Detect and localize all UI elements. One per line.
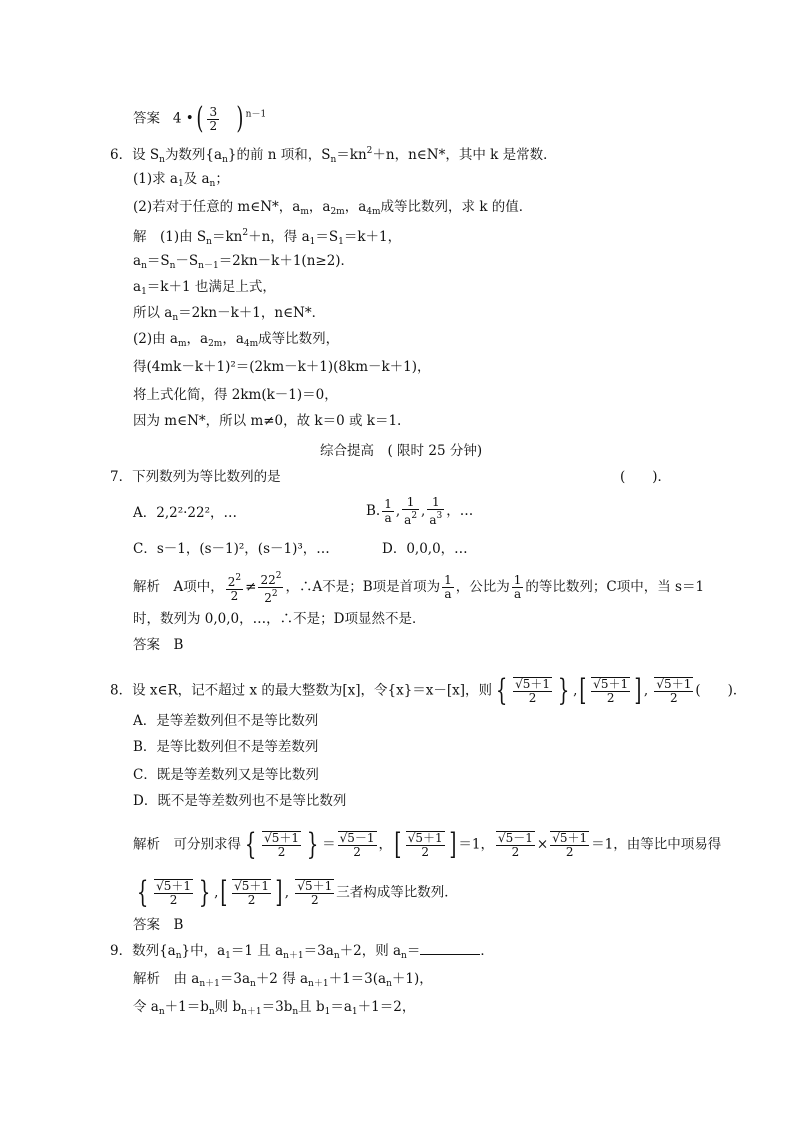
- math-token: 解析 可分别求得: [133, 836, 241, 853]
- math-token: 成等比数列，求 k 的值．: [380, 199, 533, 215]
- math-token: ＋n，n∈N*，其中 k 是常数．: [372, 147, 557, 163]
- answer-base: 4 •: [172, 110, 194, 127]
- math-token: [442, 574, 454, 601]
- math-token: ，…: [446, 503, 474, 519]
- math-token: ( )．: [695, 682, 747, 699]
- math-token: ＝kn: [336, 147, 367, 163]
- q8-option-a: A．是等差数列但不是等比数列: [133, 713, 319, 729]
- q6-sol6: 得(4mk－k＋1)²＝(2km－k＋1)(8km－k＋1)，: [133, 359, 431, 375]
- q6-sol5: [133, 330, 339, 353]
- math-token: [550, 831, 589, 859]
- math-token: 6．设 S: [110, 147, 160, 163]
- math-token: √5＋1: [264, 831, 300, 845]
- math-token: 4m: [243, 339, 259, 349]
- math-token: ＝: [406, 943, 421, 959]
- math-token: ，a: [344, 199, 367, 215]
- math-token: a: [514, 587, 522, 601]
- math-token: n: [386, 979, 392, 989]
- math-token: 2: [271, 589, 278, 599]
- math-token: 令 a: [133, 999, 159, 1015]
- math-token: [513, 677, 552, 705]
- math-token: a: [133, 279, 142, 295]
- math-token: ，a: [222, 331, 244, 347]
- math-token: √5＋1: [593, 677, 629, 691]
- math-token: √5－1: [497, 831, 533, 845]
- q7-option-c: C．s－1，(s－1)²，(s－1)³，…: [133, 541, 330, 557]
- math-token: (2)由 a: [133, 331, 178, 347]
- math-token: ＝: [322, 836, 336, 853]
- math-token: n: [158, 1007, 165, 1017]
- math-token: 1: [427, 496, 444, 510]
- q8-option-c: C．既是等差数列又是等比数列: [133, 767, 319, 783]
- math-token: ≠: [245, 579, 257, 595]
- math-token: 2: [275, 571, 282, 581]
- q8-stem: 8．设 x∈R，记不超过 x 的最大整数为[x]，令{x}＝x－[x]，则 { $\frac{√5+1}{2}$ } ,[ $\frac{√5+1}{2}$ ] , $\frac{√5+1}{2}$ ( )．: [110, 673, 747, 708]
- math-token: ，∴A不是；B项是首项为: [285, 579, 441, 595]
- math-token: n: [330, 155, 337, 165]
- math-token: [402, 496, 419, 527]
- math-token: n: [292, 1007, 299, 1017]
- math-token: ＋n，得 a: [248, 229, 310, 245]
- math-token: 2m: [208, 339, 223, 349]
- math-token: n＋1: [241, 1007, 262, 1017]
- math-token: ＝1，: [458, 836, 494, 853]
- math-token: n＋1: [283, 951, 304, 961]
- math-token: 8．设 x∈R，记不超过 x 的最大整数为[x]，令{x}＝x－[x]，则: [110, 682, 493, 699]
- math-token: 2: [421, 845, 430, 859]
- math-token: $22^2$: [260, 571, 282, 587]
- math-token: }: [198, 875, 211, 910]
- math-token: [295, 879, 334, 907]
- math-token: ，a: [308, 199, 331, 215]
- math-token: }: [306, 827, 319, 862]
- math-token: ＝2kn－k＋1，n∈N*．: [178, 305, 326, 321]
- math-token: n: [175, 951, 182, 961]
- math-token: 1: [141, 287, 147, 297]
- math-token: ＋2 得 a: [255, 971, 309, 987]
- math-token: {: [495, 673, 508, 708]
- math-token: 2: [353, 845, 361, 859]
- math-token: 1: [225, 951, 231, 961]
- math-token: 1: [309, 237, 316, 247]
- math-token: 1: [351, 1007, 358, 1017]
- math-token: [338, 831, 377, 859]
- q7-paren: ( )．: [620, 469, 672, 485]
- q8-analysis1: [133, 827, 722, 862]
- math-token: ＝kn: [211, 229, 243, 245]
- math-token: [258, 570, 283, 605]
- math-token: ；: [215, 171, 229, 187]
- q7-option-a: A．2,2²·22²，…: [133, 505, 238, 521]
- math-token: $2^2$: [227, 573, 242, 589]
- q8-option-d: D．既不是等差数列也不是等比数列: [133, 793, 347, 809]
- math-token: 2: [511, 845, 520, 859]
- math-token: n: [141, 261, 147, 271]
- q6-sol8: 因为 m∈N*，所以 m≠0，故 k＝0 或 k＝1.: [133, 413, 402, 429]
- math-token: [: [579, 673, 587, 708]
- q6-sol2: [133, 252, 354, 275]
- math-token: ＝k＋1 也满足上式，: [146, 279, 276, 295]
- math-token: a: [444, 587, 452, 601]
- q9-analysis1: [133, 970, 433, 993]
- math-token: n: [172, 313, 179, 323]
- math-token: －S: [175, 253, 199, 269]
- math-token: ＋1＝b: [164, 999, 209, 1015]
- math-token: 9．数列{a: [110, 943, 176, 959]
- math-token: ＝k＋1，: [343, 229, 402, 245]
- math-token: [232, 879, 271, 907]
- math-token: 的等比数列；C项中，当 s＝1: [525, 579, 705, 595]
- math-token: ]: [634, 673, 642, 708]
- math-token: 1: [177, 179, 184, 189]
- math-token: $2^2$: [264, 589, 278, 605]
- math-token: 2: [366, 146, 373, 156]
- q7-analysis1: [133, 570, 704, 605]
- fraction: [207, 106, 219, 133]
- math-token: n: [208, 1007, 215, 1017]
- math-token: n: [401, 951, 407, 961]
- q6-stem: [110, 142, 557, 169]
- math-token: 2: [528, 691, 537, 705]
- math-token: 2: [411, 511, 418, 521]
- math-token: 及 a: [183, 171, 210, 187]
- math-token: 2: [247, 893, 256, 907]
- math-token: n: [222, 155, 228, 165]
- answer-blank[interactable]: [420, 942, 480, 955]
- math-token: [512, 574, 524, 601]
- math-token: 则 b: [214, 999, 242, 1015]
- q7-answer: 答案 B: [133, 637, 184, 653]
- math-token: 三者构成等比数列．: [336, 884, 458, 901]
- math-token: 2: [169, 893, 178, 907]
- math-token: ＝a: [330, 999, 352, 1015]
- math-token: 解 (1)由 S: [133, 229, 207, 245]
- math-token: (2)若对于任意的 m∈N*，a: [133, 199, 301, 215]
- math-token: 2: [242, 228, 249, 238]
- math-token: ，公比为: [455, 579, 510, 595]
- math-token: ，: [378, 836, 393, 853]
- math-token: [591, 677, 630, 705]
- math-token: ＝3a: [303, 943, 334, 959]
- math-token: 所以 a: [133, 305, 173, 321]
- q9-analysis2: [133, 998, 415, 1021]
- math-token: ＋1＝2，: [357, 999, 416, 1015]
- math-token: a: [384, 511, 392, 525]
- math-token: ]: [449, 827, 457, 862]
- right-paren: ): [236, 101, 244, 136]
- math-token: n: [159, 155, 165, 165]
- math-token: n: [333, 951, 340, 961]
- math-token: √5＋1: [297, 879, 333, 893]
- q6-sol3: [133, 278, 276, 301]
- math-token: n－1: [198, 261, 219, 271]
- math-token: ＝3a: [219, 971, 251, 987]
- math-token: n＋1: [199, 979, 220, 989]
- q6-part1: [133, 170, 229, 193]
- math-token: [: [394, 827, 402, 862]
- math-token: √5－1: [339, 831, 375, 845]
- math-token: n: [209, 179, 216, 189]
- math-token: 1: [513, 573, 522, 587]
- math-token: B.: [366, 503, 381, 519]
- math-token: ＝S: [146, 253, 170, 269]
- math-token: [226, 572, 243, 603]
- math-token: ．: [480, 943, 494, 959]
- q7-analysis2: 时，数列为 0,0,0，…，∴不是；D项显然不是．: [133, 611, 426, 627]
- math-token: [: [220, 875, 228, 910]
- math-token: √5＋1: [156, 879, 192, 893]
- math-token: ，a: [186, 331, 209, 347]
- q7-stem: 7．下列数列为等比数列的是: [110, 469, 281, 485]
- math-token: 2: [311, 893, 319, 907]
- q6-sol7: 将上式化简，得 2km(k－1)＝0，: [133, 387, 338, 403]
- math-token: [406, 831, 445, 859]
- math-token: 2: [235, 573, 242, 583]
- math-token: 4m: [366, 207, 381, 217]
- math-token: n: [206, 237, 212, 247]
- math-token: [154, 879, 193, 907]
- math-token: 1: [384, 497, 392, 511]
- math-token: ＋2，则 a: [339, 943, 402, 959]
- math-token: 解析 A项中，: [133, 579, 224, 595]
- math-token: (1)求 a: [133, 171, 178, 187]
- left-paren: (: [196, 101, 204, 136]
- math-token: 且 b: [298, 999, 325, 1015]
- math-token: ＋1＝3(a: [328, 971, 387, 987]
- math-token: 1: [338, 237, 344, 247]
- math-token: }的前 n 项和，S: [227, 147, 331, 163]
- math-token: 3: [436, 511, 443, 521]
- math-token: ＋1)，: [391, 971, 433, 987]
- math-token: a: [133, 253, 142, 269]
- math-token: ×: [536, 836, 549, 853]
- math-token: }: [557, 673, 570, 708]
- math-token: 成等比数列，: [258, 331, 340, 347]
- q8-option-b: B．是等比数列但不是等差数列: [133, 739, 319, 755]
- math-token: m: [177, 339, 187, 349]
- math-token: n: [250, 979, 256, 989]
- q8-analysis2: { $\frac{√5+1}{2}$ } ,[ $\frac{√5+1}{2}$ ] , $\frac{√5+1}{2}$ 三者构成等比数列．: [136, 875, 458, 910]
- math-token: [382, 498, 394, 525]
- math-token: 2: [277, 845, 286, 859]
- math-token: √5＋1: [407, 831, 443, 845]
- math-token: [262, 831, 301, 859]
- q8-answer: 答案 B: [133, 917, 184, 933]
- math-token: [496, 831, 535, 859]
- q6-part2: [133, 198, 532, 221]
- math-token: 2: [230, 589, 239, 603]
- math-token: $a^3$: [429, 511, 443, 527]
- math-token: ＝2kn－k＋1(n≥2)．: [218, 253, 355, 269]
- q6-sol1: [133, 224, 401, 251]
- answer-label: 答案: [133, 110, 160, 127]
- math-token: $a^2$: [404, 511, 418, 527]
- q9-stem: [110, 942, 494, 965]
- math-token: √5＋1: [656, 677, 692, 691]
- math-token: √5＋1: [234, 879, 270, 893]
- math-token: 1: [444, 573, 452, 587]
- math-token: 2: [606, 691, 615, 705]
- math-token: n＋1: [308, 979, 329, 989]
- math-token: √5＋1: [552, 831, 588, 845]
- math-token: n: [169, 261, 176, 271]
- math-token: ＝1，由等比中项易得: [591, 836, 722, 853]
- math-token: {: [244, 827, 257, 862]
- math-token: √5＋1: [515, 677, 551, 691]
- exponent: n－1: [245, 109, 267, 120]
- math-token: 2m: [330, 207, 345, 217]
- math-token: 1: [324, 1007, 331, 1017]
- q7-option-d: D．0,0,0，…: [382, 541, 468, 557]
- denominator: 2: [209, 118, 218, 133]
- math-token: 2: [565, 845, 574, 859]
- math-token: 1: [402, 496, 419, 510]
- math-token: ]: [275, 875, 283, 910]
- section-title: 综合提高 ( 限时 25 分钟): [320, 443, 483, 459]
- math-token: [427, 496, 444, 527]
- math-token: [654, 677, 693, 705]
- math-token: ＝S: [315, 229, 339, 245]
- q7-option-b: B. $\frac{1}{a}$ , $\frac{1}{a^2}$ , $\frac{1}{a^3}$ ，…: [366, 495, 474, 527]
- math-token: }中，a: [181, 943, 226, 959]
- math-token: ＝3b: [261, 999, 293, 1015]
- prev-answer: [133, 101, 267, 136]
- math-token: 2: [670, 691, 678, 705]
- math-token: 解析 由 a: [133, 971, 200, 987]
- math-token: ＝1 且 a: [230, 943, 284, 959]
- math-token: {: [136, 875, 149, 910]
- numerator: 3: [209, 104, 218, 119]
- q6-sol4: [133, 304, 325, 327]
- math-token: 为数列{a: [164, 147, 223, 163]
- math-token: m: [300, 207, 309, 217]
